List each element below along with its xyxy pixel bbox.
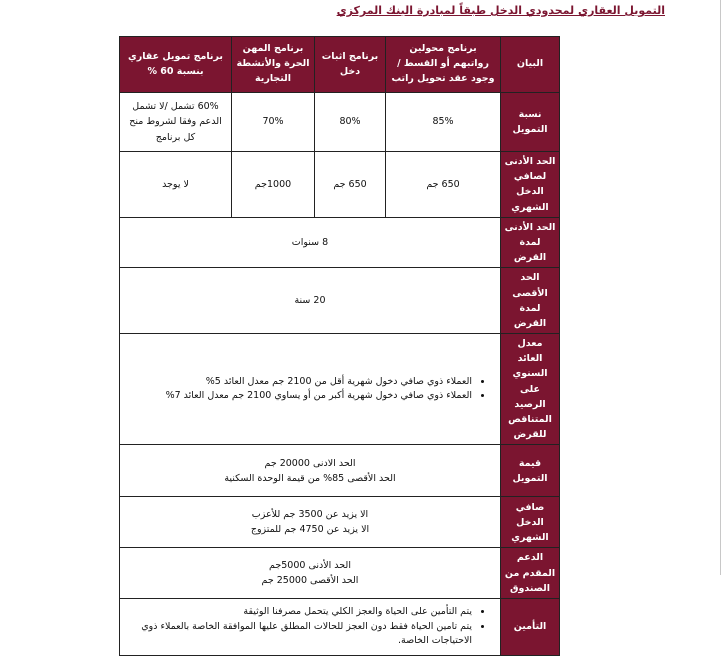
income-married: الا يزيد عن 4750 جم للمتزوج: [250, 524, 370, 536]
header-salary-transfer: برنامج محولين رواتبهم أو القسط / وجود عقد تحويل راتب: [386, 37, 501, 93]
financing-ratio-col4: 60% تشمل /لا تشمل الدعم وفقا لشروط منح كل برنامج: [120, 93, 232, 152]
income-single: الا يزيد عن 3500 جم للأعزب: [251, 509, 369, 521]
label-financing-value: قيمة التمويل: [501, 445, 560, 497]
financing-value-cell: [120, 445, 501, 497]
financing-ratio-col1: 85%: [386, 93, 501, 152]
insurance-list: [126, 605, 494, 649]
fund-support-cell: [120, 548, 501, 599]
document-title: التمويل العقاري لمحدودي الدخل طبقاً لمبادرة البنك المركزي: [336, 4, 665, 17]
fund-support-max: الحد الأقصى 25000 جم: [261, 575, 359, 587]
row-max-loan-term: [120, 268, 560, 334]
label-financing-ratio: نسبة التمويل: [501, 93, 560, 152]
label-min-loan-term: الحد الأدنى لمدة القرض: [501, 217, 560, 268]
row-min-net-income: [120, 152, 560, 218]
label-insurance: التأمين: [501, 598, 560, 655]
min-income-col3: 1000جم: [232, 152, 315, 218]
label-net-monthly-income: صافي الدخل الشهري: [501, 497, 560, 548]
row-interest-rate: [120, 334, 560, 445]
list-item: • العملاء ذوي صافي دخول شهرية أقل من 2100 جم معدل العائد 5%: [126, 375, 472, 390]
label-interest-rate: معدل العائد السنوي على الرصيد المتناقص للقرض: [501, 334, 560, 445]
min-income-col2: 650 جم: [315, 152, 386, 218]
header-60-percent: برنامج تمويل عقاري بنسبة 60 %: [120, 37, 232, 93]
row-insurance: [120, 598, 560, 655]
row-fund-support: [120, 548, 560, 599]
min-loan-term-value: 8 سنوات: [120, 217, 501, 268]
min-income-col4: لا يوجد: [120, 152, 232, 218]
financing-value-min: الحد الادنى 20000 جم: [264, 457, 356, 469]
min-income-col1: 650 جم: [386, 152, 501, 218]
net-monthly-income-cell: [120, 497, 501, 548]
financing-value-max: الحد الأقصى 85% من قيمة الوحدة السكنية: [224, 472, 396, 484]
financing-ratio-col3: 70%: [232, 93, 315, 152]
label-fund-support: الدعم المقدم من الصندوق: [501, 548, 560, 599]
header-freelance: برنامج المهن الحرة والأنشطة التجارية: [232, 37, 315, 93]
row-financing-ratio: [120, 93, 560, 152]
row-financing-value: [120, 445, 560, 497]
max-loan-term-value: 20 سنة: [120, 268, 501, 334]
interest-rate-value: [120, 334, 501, 445]
label-max-loan-term: الحد الأقصى لمدة القرض: [501, 268, 560, 334]
list-item: • يتم التأمين على الحياة والعجز الكلي يتحمل مصرفنا الوثيقة: [126, 605, 472, 620]
row-min-loan-term: [120, 217, 560, 268]
insurance-cell: [120, 598, 501, 655]
label-min-net-income: الحد الأدنى لصافي الدخل الشهري: [501, 152, 560, 218]
fund-support-min: الحد الأدنى 5000جم: [269, 559, 351, 571]
header-row: [120, 37, 560, 93]
list-item: • العملاء ذوي صافي دخول شهرية أكبر من أو يساوي 2100 جم معدل العائد 7%: [126, 389, 472, 404]
row-net-monthly-income: [120, 497, 560, 548]
financing-table: [119, 36, 560, 656]
list-item: • يتم تامين الحياة فقط دون العجز للحالات المطلق عليها الموافقة الخاصة بالعملاء ذوي الاحتياجات الخاصة.: [126, 620, 472, 649]
header-item: البيان: [501, 37, 560, 93]
interest-rate-list: [126, 375, 494, 404]
header-income-proof: برنامج اثبات دخل: [315, 37, 386, 93]
financing-ratio-col2: 80%: [315, 93, 386, 152]
